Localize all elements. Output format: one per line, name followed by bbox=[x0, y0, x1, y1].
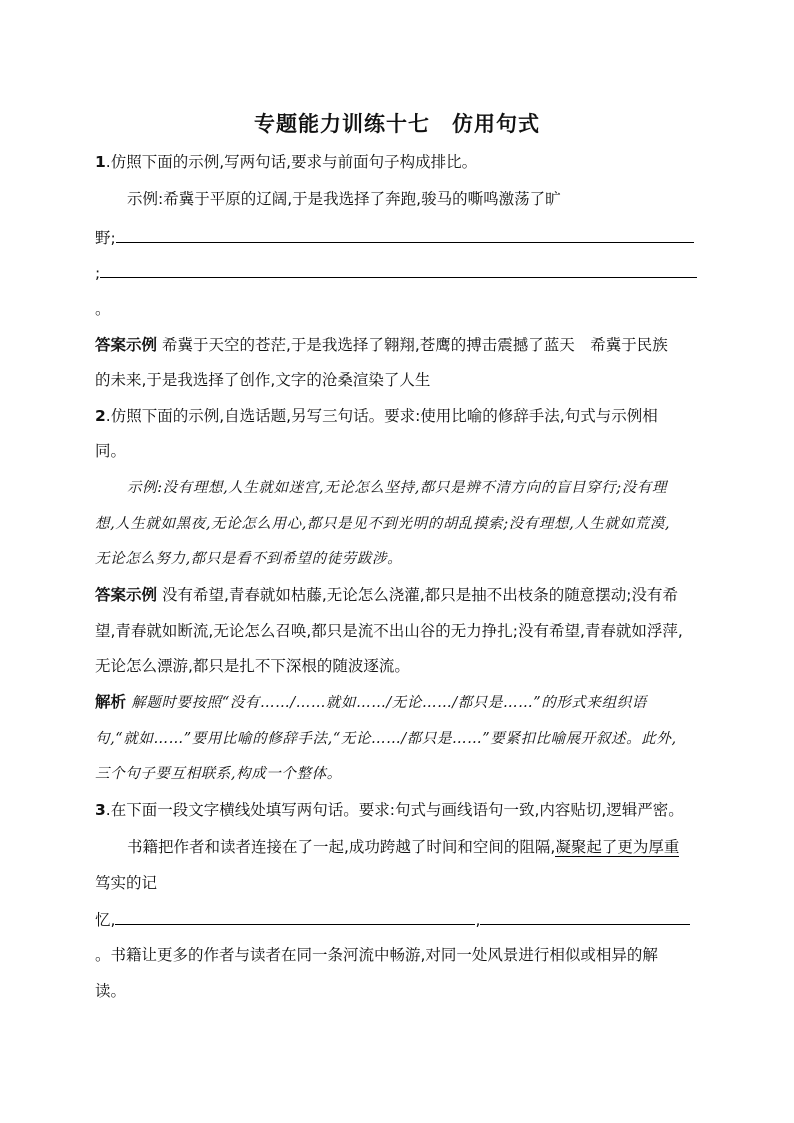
q2-example-line-3: 无论怎么努力,都只是看不到希望的徒劳跋涉。 bbox=[95, 551, 403, 567]
q1-blank-line-2 bbox=[95, 262, 700, 284]
q2-analysis-label: 解析 bbox=[95, 693, 127, 711]
q2-answer-text-1: 没有希望,青春就如枯藤,无论怎么浇灌,都只是抽不出枝条的随意摆动;没有希 bbox=[157, 586, 678, 604]
q1-prompt bbox=[95, 151, 700, 173]
q2-prompt-line-1 bbox=[95, 405, 700, 427]
q1-line3-end: 。 bbox=[95, 300, 111, 318]
q3-number: 3 bbox=[95, 801, 106, 819]
q3-blank-line bbox=[95, 909, 700, 931]
q2-number: 2 bbox=[95, 407, 106, 425]
q3-passage-line-2: 笃实的记 bbox=[95, 874, 158, 892]
q3-line3-start: 忆, bbox=[95, 911, 116, 929]
q2-analysis-line-1 bbox=[95, 691, 700, 714]
q1-prompt-text: .仿照下面的示例,写两句话,要求与前面句子构成排比。 bbox=[105, 153, 478, 171]
q3-underlined-sentence: 凝聚起了更为厚重 bbox=[555, 838, 680, 856]
q3-passage-line-1 bbox=[127, 836, 700, 858]
q1-answer-blank-1[interactable] bbox=[116, 227, 694, 243]
q1-answer-label: 答案示例 bbox=[95, 336, 158, 354]
q3-prompt bbox=[95, 799, 700, 821]
q1-line1-start: 野; bbox=[95, 229, 116, 247]
q2-prompt-text: .仿照下面的示例,自选话题,另写三句话。要求:使用比喻的修辞手法,句式与示例相 bbox=[105, 407, 658, 425]
q2-example-line-2: 想,人生就如黑夜,无论怎么用心,都只是见不到光明的胡乱摸索;没有理想,人生就如荒漠, bbox=[95, 516, 671, 532]
q1-answer-line-2: 的未来,于是我选择了创作,文字的沧桑渲染了人生 bbox=[95, 371, 431, 389]
q3-prompt-text: .在下面一段文字横线处填写两句话。要求:句式与画线语句一致,内容贴切,逻辑严密。 bbox=[105, 801, 684, 819]
q1-example: 示例:希冀于平原的辽阔,于是我选择了奔跑,骏马的嘶鸣激荡了旷 bbox=[127, 190, 561, 208]
q1-blank-line-1 bbox=[95, 227, 700, 249]
q3-passage-line-4: 。书籍让更多的作者与读者在同一条河流中畅游,对同一处风景进行相似或相异的解 bbox=[95, 946, 658, 964]
q3-line3-mid: , bbox=[475, 911, 481, 929]
q2-answer-label: 答案示例 bbox=[95, 586, 158, 604]
q2-analysis-line-2: 句,“就如……”要用比喻的修辞手法,“无论……/都只是……”要紧扣比喻展开叙述。此外, bbox=[95, 731, 677, 747]
q2-prompt-line-2: 同。 bbox=[95, 442, 127, 460]
q3-answer-blank-2[interactable] bbox=[480, 909, 690, 925]
q2-analysis-text-1: 解题时要按照“没有……/……就如……/无论……/都只是……”的形式来组织语 bbox=[126, 695, 647, 711]
q3-answer-blank-1[interactable] bbox=[115, 909, 475, 925]
q1-answer-blank-2[interactable] bbox=[100, 262, 697, 278]
q2-answer-line-3: 无论怎么漂游,都只是扎不下深根的随波逐流。 bbox=[95, 657, 410, 675]
q2-analysis-line-3: 三个句子要互相联系,构成一个整体。 bbox=[95, 766, 342, 782]
q2-answer-line-1 bbox=[95, 584, 700, 606]
q1-answer-text-1: 希冀于天空的苍茫,于是我选择了翱翔,苍鹰的搏击震撼了蓝天 希冀于民族 bbox=[157, 336, 668, 354]
q1-number: 1 bbox=[95, 153, 106, 171]
q1-line2-start: ; bbox=[95, 264, 101, 282]
q3-passage-line-5: 读。 bbox=[95, 982, 127, 1000]
page-title: 专题能力训练十七 仿用句式 bbox=[254, 112, 540, 136]
q1-answer-line-1 bbox=[95, 334, 700, 356]
q2-answer-line-2: 望,青春就如断流,无论怎么召唤,都只是流不出山谷的无力挣扎;没有希望,青春就如浮萍, bbox=[95, 622, 683, 640]
q3-passage-text: 书籍把作者和读者连接在了一起,成功跨越了时间和空间的阻隔, bbox=[127, 838, 556, 856]
q2-example-line-1: 示例:没有理想,人生就如迷宫,无论怎么坚持,都只是辨不清方向的盲目穿行;没有理 bbox=[127, 480, 667, 496]
